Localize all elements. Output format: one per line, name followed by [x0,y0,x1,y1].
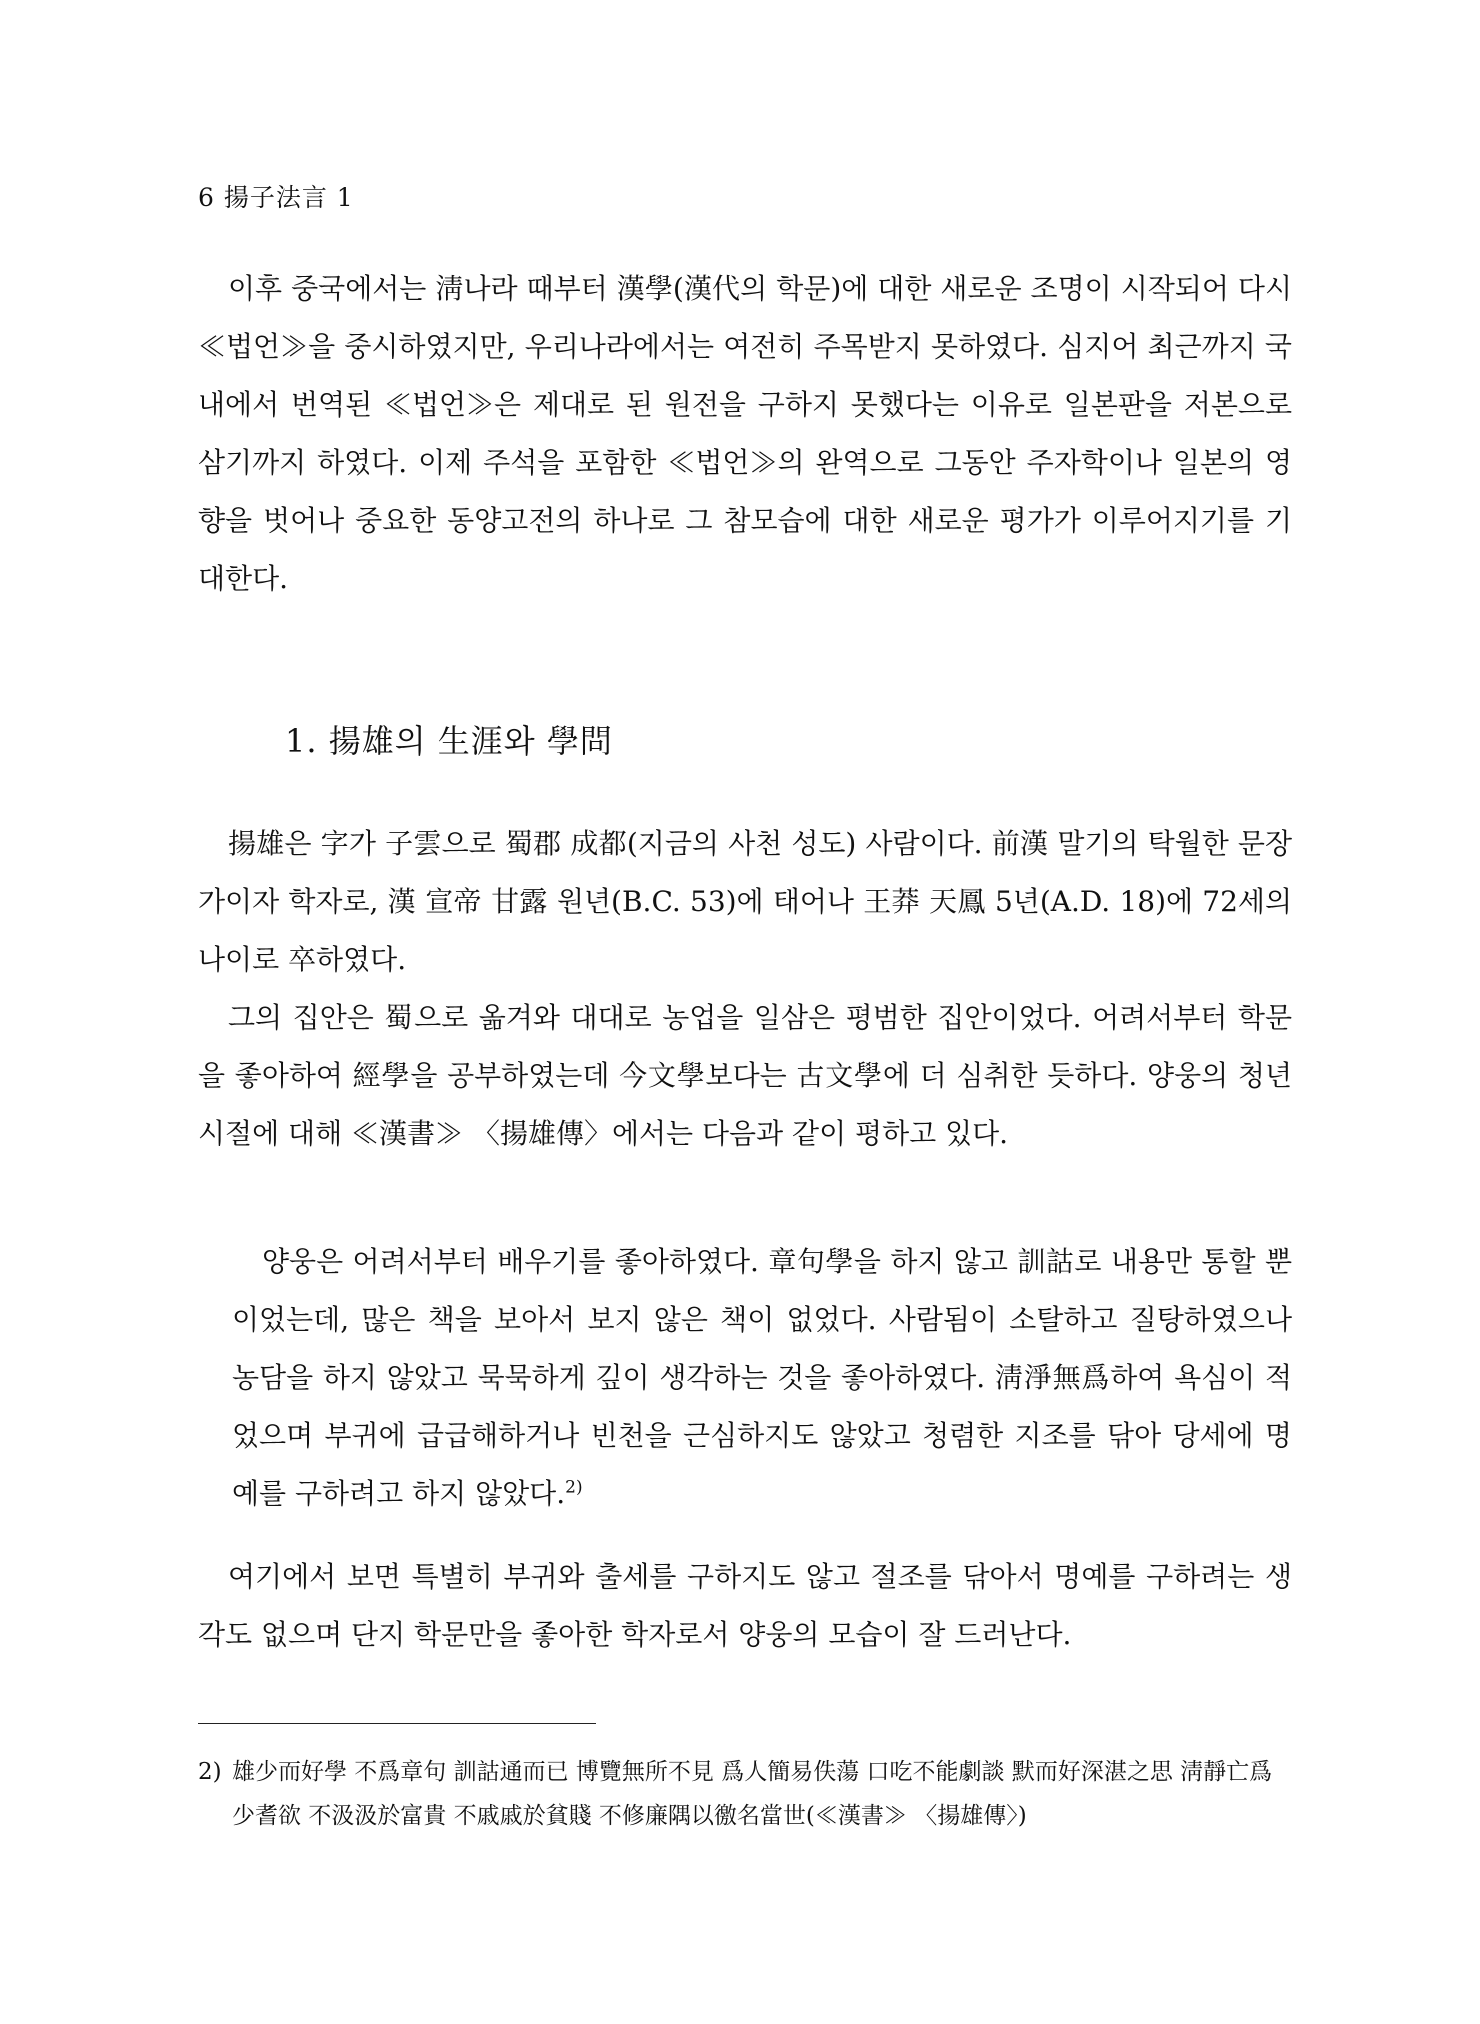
footnote [198,1750,1292,1838]
quote-text: 양웅은 어려서부터 배우기를 좋아하였다. 章句學을 하지 않고 訓詁로 내용만 통할 뿐이었는데, 많은 책을 보아서 보지 않은 책이 없었다. 사람됨이 소탈하고 질탕하였으나 농담을 하지 않았고 묵묵하게 깊이 생각하는 것을 좋아하였다. 淸淨無爲하여 욕심이 적었으며 부귀에 급급해하거나 빈천을 근심하지도 않았고 청렴한 지조를 닦아 당세에 명예를 구하려고 하지 않았다. [232,1245,1292,1510]
footnote-divider [198,1723,596,1724]
section-title: 1. 揚雄의 生涯와 學問 [285,722,613,760]
intro-section [198,260,1292,608]
quote-paragraph [232,1233,1292,1523]
section-paragraph-2: 그의 집안은 蜀으로 옮겨와 대대로 농업을 일삼은 평범한 집안이었다. 어려서부터 학문을 좋아하여 經學을 공부하였는데 今文學보다는 古文學에 더 심취한 듯하다. 양웅의 청년시절에 대해 ≪漢書≫ 〈揚雄傳〉에서는 다음과 같이 평하고 있다. [198,1001,1292,1150]
section-paragraph-1: 揚雄은 字가 子雲으로 蜀郡 成都(지금의 사천 성도) 사람이다. 前漢 말기의 탁월한 문장가이자 학자로, 漢 宣帝 甘露 원년(B.C. 53)에 태어나 王莽 天鳳 5년(A.D. 18)에 72세의 나이로 卒하였다. [198,827,1292,976]
footnote-reference[interactable]: 2) [565,1477,583,1498]
closing-paragraph: 여기에서 보면 특별히 부귀와 출세를 구하지도 않고 절조를 닦아서 명예를 구하려는 생각도 없으며 단지 학문만을 좋아한 학자로서 양웅의 모습이 잘 드러난다. [198,1560,1292,1651]
footnote-mark: 2) [198,1759,222,1785]
block-quote [232,1233,1292,1523]
running-head: 6 揚子法言 1 [198,183,354,212]
closing-section [198,1548,1292,1664]
intro-paragraph: 이후 중국에서는 淸나라 때부터 漢學(漢代의 학문)에 대한 새로운 조명이 시작되어 다시 ≪법언≫을 중시하였지만, 우리나라에서는 여전히 주목받지 못하였다. 심지어 최근까지 국내에서 번역된 ≪법언≫은 제대로 된 원전을 구하지 못했다는 이유로 일본판을 저본으로 삼기까지 하였다. 이제 주석을 포함한 ≪법언≫의 완역으로 그동안 주자학이나 일본의 영향을 벗어나 중요한 동양고전의 하나로 그 참모습에 대한 새로운 평가가 이루어지기를 기대한다. [198,272,1292,595]
section-body [198,815,1292,1163]
footnote-text: 雄少而好學 不爲章句 訓詁通而已 博覽無所不見 爲人簡易佚蕩 口吃不能劇談 默而好深湛之思 淸靜亡爲 少耆欲 不汲汲於富貴 不戚戚於貧賤 不修廉隅以徼名當世(≪漢書≫ 〈揚雄傳〉) [232,1759,1273,1829]
